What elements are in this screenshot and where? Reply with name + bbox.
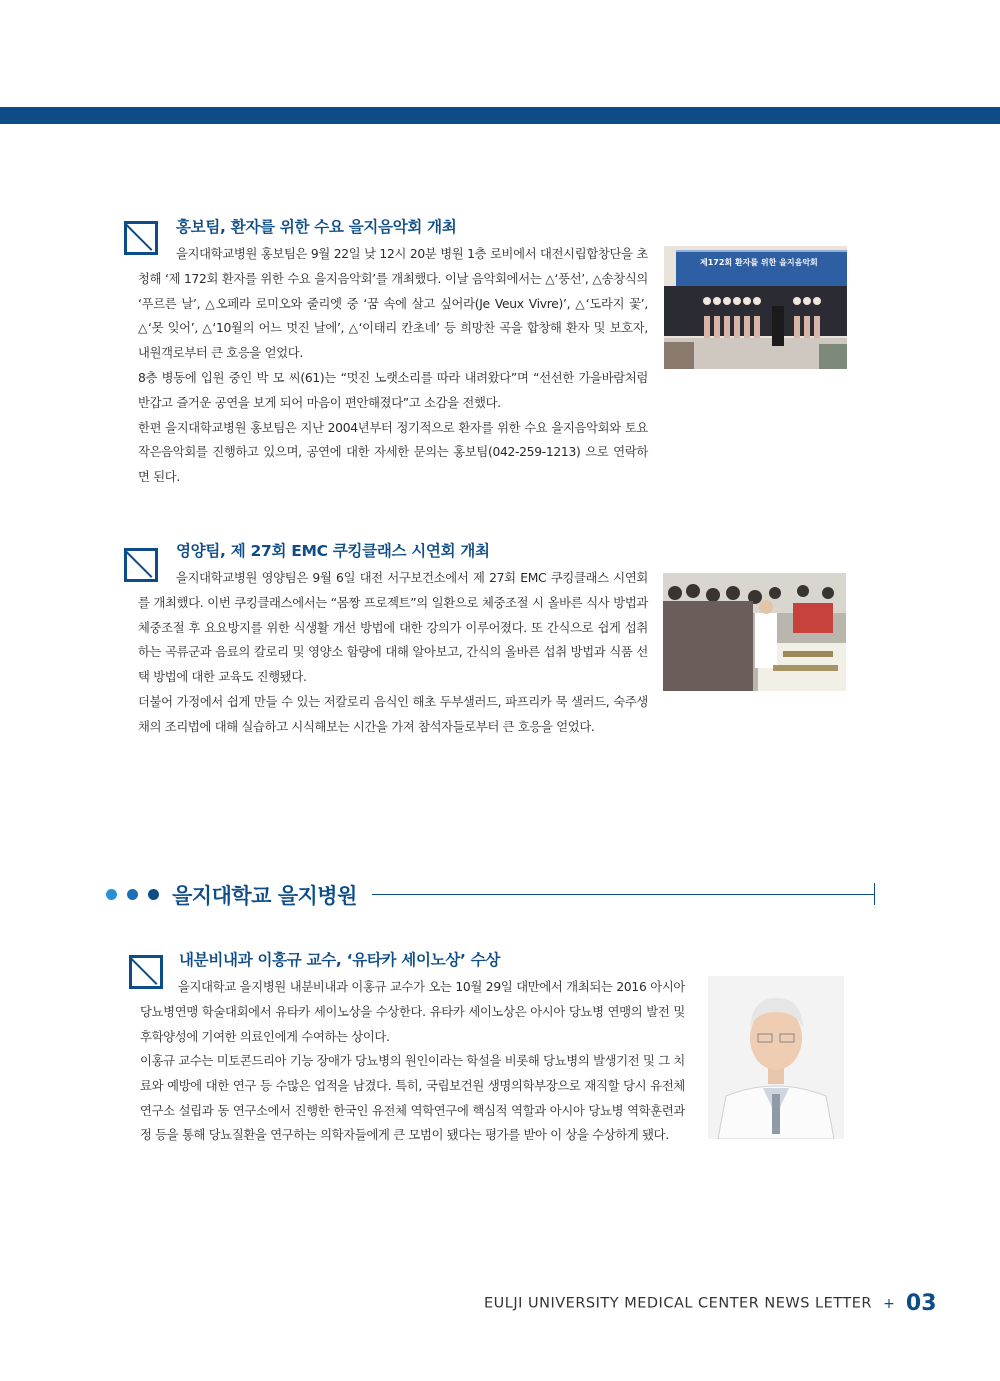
professor-portrait	[708, 976, 844, 1139]
footer-newsletter-name: EULJI UNIVERSITY MEDICAL CENTER NEWS LETTER	[484, 1295, 872, 1312]
choir-figures	[664, 246, 847, 369]
article-title: 홍보팀, 환자를 위한 수요 을지음악회 개최	[176, 218, 457, 236]
article-title: 내분비내과 이홍규 교수, ‘유타카 세이노상’ 수상	[179, 951, 501, 969]
article-body	[140, 975, 685, 1049]
choir-photo	[664, 246, 847, 369]
article-paragraph: 8층 병동에 입원 중인 박 모 씨(61)는 “멋진 노랫소리를 따라 내려왔다”며 “선선한 가을바람처럼 반갑고 즐거운 공연을 보게 되어 마음이 편안해졌다”고 소감을 전했다.	[138, 371, 648, 410]
article-body	[138, 566, 648, 690]
article-body	[140, 1049, 685, 1148]
article-paragraph: 더불어 가정에서 쉽게 만들 수 있는 저칼로리 음식인 해초 두부샐러드, 파프리카 묵 샐러드, 숙주생채의 조리법에 대해 실습하고 시식해보는 시간을 가져 참석자들로부터 큰 호응을 얻었다.	[138, 695, 648, 734]
portrait-figure	[708, 976, 844, 1139]
article-title: 영양팀, 제 27회 EMC 쿠킹클래스 시연회 개최	[176, 542, 490, 560]
dot-icon	[127, 889, 138, 900]
article-body	[138, 366, 648, 490]
section-rule	[372, 894, 874, 895]
crowd-figures	[663, 573, 846, 691]
cooking-class-photo	[663, 573, 846, 691]
header-band	[0, 107, 1000, 124]
dot-icon	[106, 889, 117, 900]
article-paragraph: 한편 을지대학교병원 홍보팀은 지난 2004년부터 정기적으로 환자를 위한 수요 을지음악회와 토요 작은음악회를 진행하고 있으며, 공연에 대한 자세한 문의는 홍보팀(042-259-1213) 으로 연락하면 된다.	[138, 420, 648, 485]
section-rule-end	[874, 883, 875, 905]
footer	[484, 1291, 937, 1316]
photo-banner: 제172회 환자를 위한 을지음악회	[676, 250, 847, 288]
article-paragraph: 을지대학교병원 홍보팀은 9월 22일 낮 12시 20분 병원 1층 로비에서 대전시립합창단을 초청해 ‘제 172회 환자를 위한 수요 을지음악회’를 개최했다. 이날 음악회에서는 △‘풍선’, △송창식의 ‘푸르른 날’, △오페라 로미오와 줄리엣 중 ‘꿈 속에 살고 싶어라(Je Veux Vivre)’, △‘도라지 꽃’, △‘못 잊어’, △‘10월의 어느 멋진 날에’, △‘이태리 칸초네’ 등 희망찬 곡을 합창해 환자 및 보호자, 내원객로부터 큰 호응을 얻었다.	[138, 247, 648, 361]
dot-icon	[148, 889, 159, 900]
page-number: 03	[905, 1291, 937, 1316]
article-body	[138, 690, 648, 740]
article-paragraph: 을지대학교병원 영양팀은 9월 6일 대전 서구보건소에서 제 27회 EMC 쿠킹클래스 시연회를 개최했다. 이번 쿠킹클래스에서는 “몸짱 프로젝트”의 일환으로 체중조절 시 올바른 식사 방법과 체중조절 후 요요방지를 위한 식생활 개선 방법에 대한 강의가 이루어졌다. 또 간식으로 쉽게 섭취하는 곡류군과 음료의 칼로리 및 영양소 함량에 대해 알아보고, 간식의 올바른 섭취 방법과 식품 선택 방법에 대한 교육도 진행됐다.	[138, 571, 648, 685]
footer-plus-icon: +	[883, 1295, 895, 1312]
article-body	[138, 242, 648, 366]
article-paragraph: 을지대학교 을지병원 내분비내과 이홍규 교수가 오는 10월 29일 대만에서 개최되는 2016 아시아 당뇨병연맹 학술대회에서 유타카 세이노상을 수상한다. 유타카 세이노상은 아시아 당뇨병 연맹의 발전 및 후학양성에 기여한 의료인에게 수여하는 상이다.	[140, 980, 685, 1044]
article-paragraph: 이홍규 교수는 미토콘드리아 기능 장애가 당뇨병의 원인이라는 학설을 비롯해 당뇨병의 발생기전 및 그 치료와 예방에 대한 연구 등 수많은 업적을 남겼다. 특히, 국립보건원 생명의학부장으로 재직할 당시 유전체연구소 설립과 동 연구소에서 진행한 한국인 유전체 역학연구에 핵심적 역할과 아시아 당뇨병 역학훈련과정 등을 통해 당뇨질환을 연구하는 의학자들에게 큰 모범이 됐다는 평가를 받아 이 상을 수상하게 됐다.	[140, 1054, 685, 1143]
section-header	[106, 880, 876, 908]
section-title: 을지대학교 을지병원	[172, 884, 357, 908]
